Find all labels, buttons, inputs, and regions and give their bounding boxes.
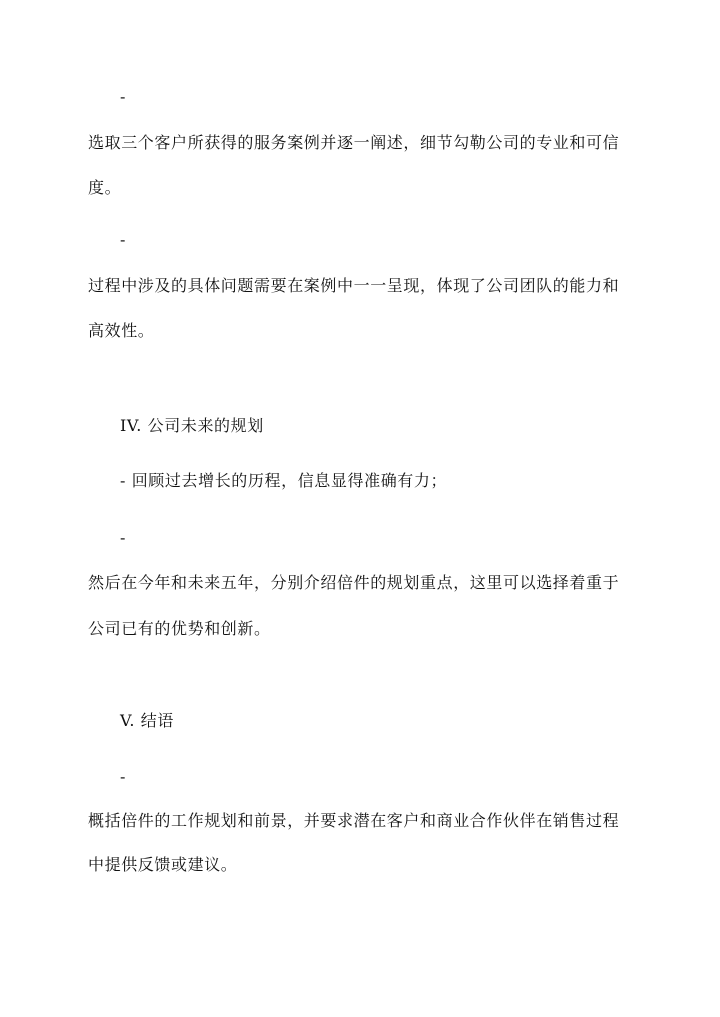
paragraph-line: 度。 [88, 178, 122, 197]
paragraph-line: 过程中涉及的具体问题需要在案例中一一呈现，体现了公司团队的能力和 [88, 276, 620, 295]
paragraph-line: 概括倍件的工作规划和前景，并要求潜在客户和商业合作伙伴在销售过程 [88, 811, 620, 830]
paragraph-line: 中提供反馈或建议。 [88, 855, 238, 874]
paragraph-line: 高效性。 [88, 321, 155, 340]
bullet-item: - 回顾过去增长的历程，信息显得准确有力； [120, 471, 448, 490]
paragraph-line: 选取三个客户所获得的服务案例并逐一阐述，细节勾勒公司的专业和可信 [88, 133, 620, 152]
bullet-dash: - [120, 767, 127, 786]
paragraph-line: 公司已有的优势和创新。 [88, 619, 271, 638]
bullet-dash: - [120, 230, 127, 249]
bullet-dash: - [120, 528, 127, 547]
paragraph-line: 然后在今年和未来五年，分别介绍倍件的规划重点，这里可以选择着重于 [88, 573, 620, 592]
section-heading: V. 结语 [120, 711, 174, 730]
section-heading: IV. 公司未来的规划 [120, 416, 264, 435]
bullet-dash: - [120, 87, 127, 106]
